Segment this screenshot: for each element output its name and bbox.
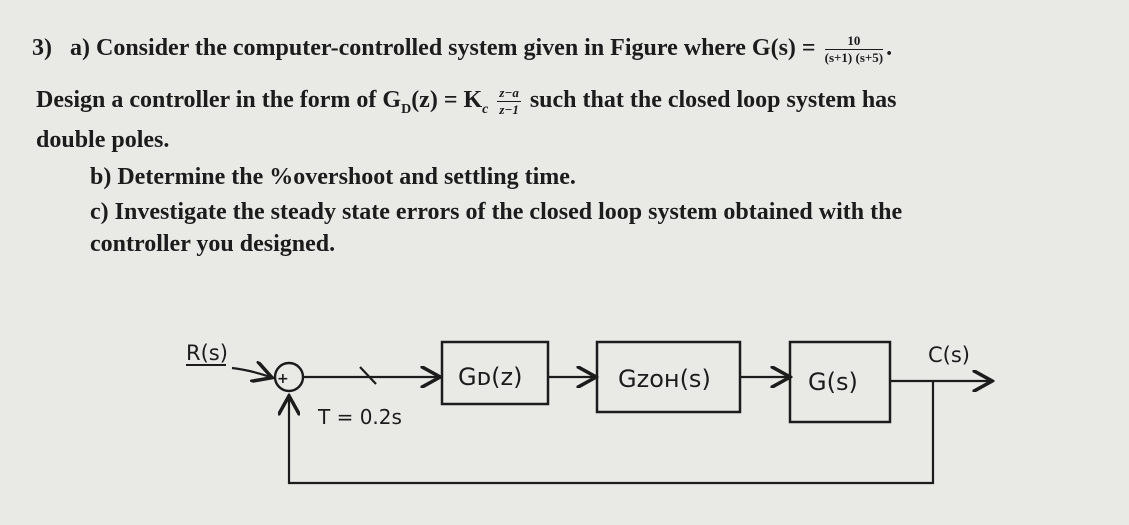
design-sub-d: D	[401, 101, 412, 117]
problem-number: 3)	[32, 35, 52, 62]
plant-period: .	[886, 35, 893, 62]
part-a-intro: Consider the computer-controlled system given in Figure where G(s) =	[96, 35, 816, 62]
design-suffix: such that the closed loop system has	[529, 87, 897, 114]
part-c-line-2: controller you designed.	[90, 231, 336, 257]
output-label: C(s)	[928, 343, 970, 367]
plant-denominator: (s+1) (s+5)	[824, 50, 884, 65]
design-sub-c: c	[482, 101, 489, 117]
design-prefix: Design a controller in the form of G	[36, 87, 402, 114]
part-a-label: a)	[70, 35, 90, 62]
input-label: R(s)	[186, 341, 228, 365]
controller-numerator: z−a	[499, 85, 519, 100]
zoh-block-label: Gᴢᴏʜ(s)	[618, 365, 711, 393]
controller-denominator: z−1	[499, 102, 519, 117]
part-b: b) Determine the %overshoot and settling time.	[90, 164, 576, 190]
plus-sign: +	[277, 371, 289, 387]
sampler-switch	[360, 367, 376, 384]
plant-numerator: 10	[825, 34, 884, 50]
design-mid: (z) = K	[411, 87, 483, 114]
problem-line-3: double poles.	[36, 127, 170, 153]
part-c-line-1: c) Investigate the steady state errors of the closed loop system obtained with the	[90, 199, 903, 225]
controller-block-label: Gᴅ(z)	[458, 363, 523, 391]
sampling-period-label: T = 0.2s	[318, 405, 402, 429]
input-arrow	[232, 368, 270, 377]
plant-block-label: G(s)	[808, 368, 858, 396]
feedback-path	[289, 381, 933, 483]
